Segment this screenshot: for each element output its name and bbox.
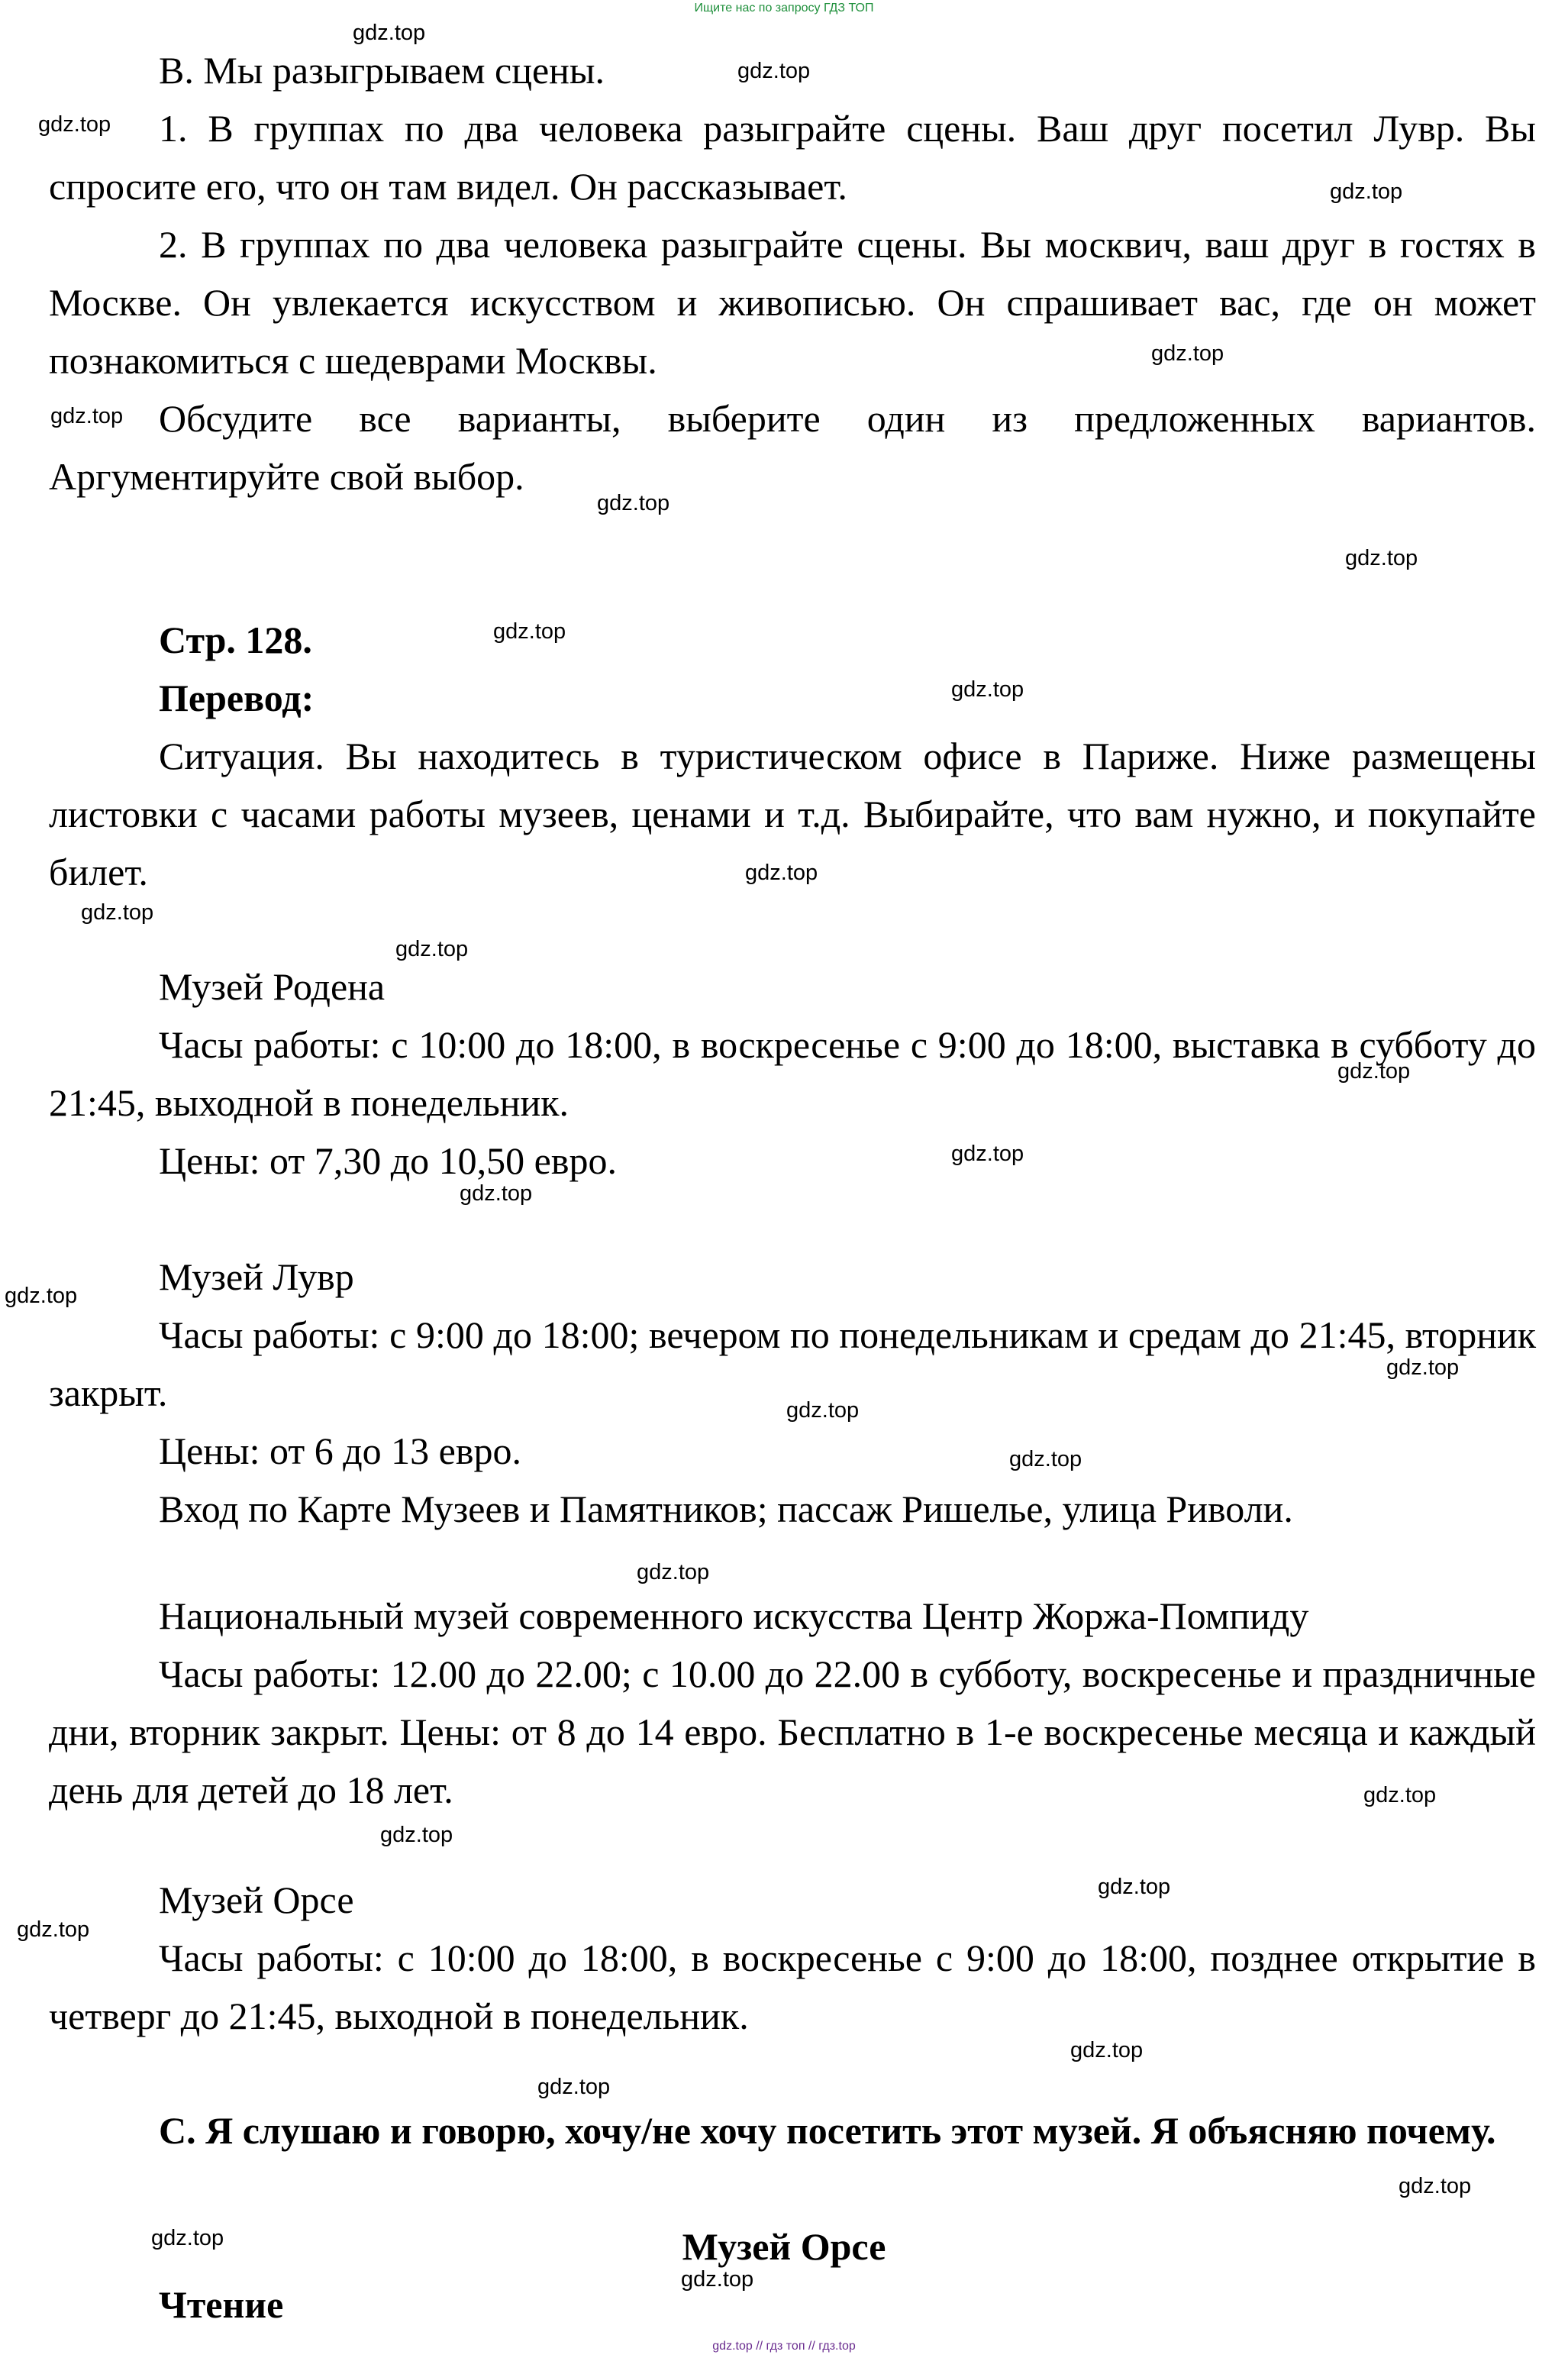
watermark: gdz.top: [151, 2226, 224, 2250]
situation-text: Ситуация. Вы находитесь в туристическом офисе в Париже. Ниже размещены листовки с часами работы музеев, ценами и т.д. Выбирайте, что вам нужно, и покупайте билет.: [49, 735, 1536, 893]
task-2-text: 2. В группах по два человека разыграйте сцены. Вы москвич, ваш друг в гостях в Москве. Он увлекается искусством и живописью. Он спрашивает вас, где он может познакомиться с шедеврами Москвы.: [49, 223, 1536, 382]
watermark: gdz.top: [380, 1823, 453, 1847]
watermark: gdz.top: [537, 2075, 611, 2099]
watermark: gdz.top: [38, 112, 111, 137]
rodin-prices: Цены: от 7,30 до 10,50 евро.: [159, 1139, 617, 1182]
section-b-title: В. Мы разыгрываем сцены.: [159, 49, 605, 92]
pompidou-museum-name: Национальный музей современного искусства Центр Жоржа-Помпиду: [159, 1594, 1309, 1637]
watermark: gdz.top: [745, 861, 818, 885]
watermark: gdz.top: [5, 1284, 78, 1308]
louvre-hours: Часы работы: с 9:00 до 18:00; вечером по понедельникам и средам до 21:45, вторник закрыт.: [49, 1313, 1536, 1414]
watermark: gdz.top: [637, 1560, 710, 1584]
watermark: gdz.top: [1009, 1447, 1082, 1471]
discuss-text: Обсудите все варианты, выберите один из предложенных вариантов. Аргументируйте свой выбор.: [49, 397, 1536, 498]
watermark: gdz.top: [1399, 2174, 1472, 2198]
orsay-museum-name: Музей Орсе: [159, 1878, 354, 1921]
watermark: gdz.top: [353, 21, 426, 45]
watermark: gdz.top: [951, 1142, 1024, 1166]
task-1-text: 1. В группах по два человека разыграйте сцены. Ваш друг посетил Лувр. Вы спросите его, что он там видел. Он рассказывает.: [49, 107, 1536, 208]
watermark: gdz.top: [17, 1917, 90, 1942]
watermark: gdz.top: [681, 2267, 754, 2292]
watermark: gdz.top: [1345, 546, 1418, 570]
watermark: gdz.top: [1330, 179, 1403, 204]
watermark: gdz.top: [737, 59, 811, 83]
watermark: gdz.top: [1363, 1783, 1437, 1807]
louvre-prices: Цены: от 6 до 13 евро.: [159, 1429, 521, 1472]
rodin-hours: Часы работы: с 10:00 до 18:00, в воскресенье с 9:00 до 18:00, выставка в субботу до 21:45, выходной в понедельник.: [49, 1023, 1536, 1124]
watermark: gdz.top: [81, 900, 154, 925]
footer-note: gdz.top // гдз топ // гдз.top: [712, 2340, 856, 2353]
watermark: gdz.top: [1070, 2038, 1144, 2062]
reading-label: Чтение: [159, 2283, 284, 2326]
watermark: gdz.top: [460, 1181, 533, 1206]
orsay-hours: Часы работы: с 10:00 до 18:00, в воскресенье с 9:00 до 18:00, позднее открытие в четверг до 21:45, выходной в понедельник.: [49, 1936, 1536, 2037]
translation-title: Перевод:: [159, 677, 315, 719]
page-reference: Стр. 128.: [159, 619, 312, 661]
watermark: gdz.top: [50, 404, 124, 428]
orsay-heading: Музей Орсе: [682, 2225, 886, 2268]
watermark: gdz.top: [786, 1398, 860, 1423]
rodin-museum-name: Музей Родена: [159, 965, 386, 1008]
watermark: gdz.top: [1386, 1355, 1460, 1380]
watermark: gdz.top: [1098, 1875, 1171, 1899]
header-note: Ищите нас по запросу ГДЗ ТОП: [694, 2, 874, 15]
pompidou-hours: Часы работы: 12.00 до 22.00; с 10.00 до 22.00 в субботу, воскресенье и праздничные дни, вторник закрыт. Цены: от 8 до 14 евро. Бесплатно в 1-е воскресенье месяца и каждый день для детей до 18 лет.: [49, 1652, 1536, 1811]
watermark: gdz.top: [1337, 1059, 1411, 1084]
watermark: gdz.top: [493, 619, 566, 644]
watermark: gdz.top: [1151, 341, 1224, 366]
watermark: gdz.top: [597, 491, 670, 515]
watermark: gdz.top: [951, 677, 1024, 702]
louvre-museum-name: Музей Лувр: [159, 1255, 354, 1298]
section-c-text: С. Я слушаю и говорю, хочу/не хочу посетить этот музей. Я объясняю почему.: [159, 2109, 1496, 2152]
louvre-entry: Вход по Карте Музеев и Памятников; пассаж Ришелье, улица Риволи.: [159, 1487, 1293, 1530]
watermark: gdz.top: [395, 937, 469, 961]
